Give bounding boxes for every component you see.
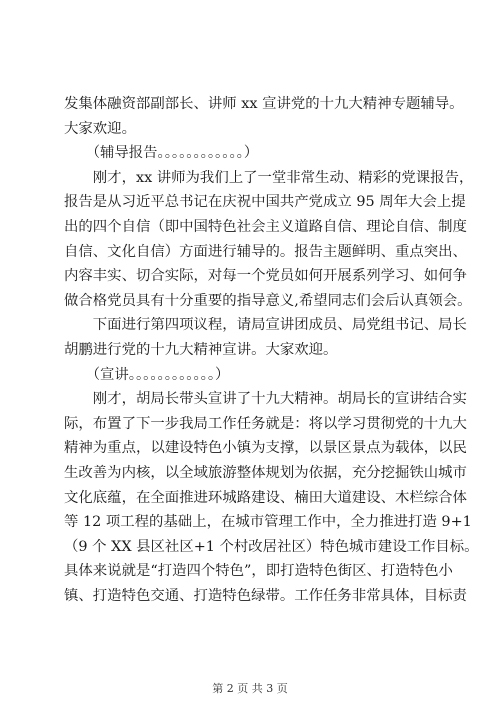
text-line: （宣讲。。。。。。。。。。。。）	[64, 366, 230, 383]
text-line: 自信、文化自信）方面进行辅导的。报告主题鲜明、重点突出、	[64, 243, 467, 260]
text-line: 报告是从习近平总书记在庆祝中国共产党成立 95 周年大会上提	[64, 194, 466, 211]
text-line: 出的四个自信（即中国特色社会主义道路自信、理论自信、制度	[64, 218, 467, 235]
text-line: 刚才，胡局长带头宣讲了十九大精神。胡局长的宣讲结合实	[64, 391, 467, 408]
text-line: 生改善为内核，以全域旅游整体规划为依据，充分挖掘铁山城市	[64, 464, 467, 481]
text-line: 内容丰实、切合实际，对每一个党员如何开展系列学习、如何争	[64, 268, 467, 285]
text-line: 等 12 项工程的基础上，在城市管理工作中，全力推进打造 9+1	[64, 514, 472, 531]
text-line: （辅导报告。。。。。。。。。。。。）	[64, 145, 259, 162]
text-line: 文化底蕴，在全面推进环城路建设、楠田大道建设、木栏综合体	[64, 489, 467, 506]
text-line: 镇、打造特色交通、打造特色绿带。工作任务非常具体，目标责	[64, 587, 467, 604]
text-line: 下面进行第四项议程，请局宣讲团成员、局党组书记、局长	[64, 317, 467, 334]
page-footer: 第 2 页 共 3 页	[212, 682, 288, 695]
text-line: 具体来说就是“打造四个特色”，即打造特色街区、打造特色小	[64, 563, 453, 580]
text-line: 际，布置了下一步我局工作任务就是：将以学习贯彻党的十九大	[64, 415, 467, 432]
text-line: （9 个 XX 县区社区+1 个村改居社区）特色城市建设工作目标。	[64, 538, 479, 555]
document-body	[64, 92, 479, 608]
text-line: 发集体融资部副部长、讲师 xx 宣讲党的十九大精神专题辅导。	[64, 96, 464, 112]
text-line: 胡鹏进行党的十九大精神宣讲。大家欢迎。	[64, 341, 338, 358]
text-line: 做合格党员具有十分重要的指导意义,希望同志们会后认真领会。	[64, 292, 472, 309]
text-line: 精神为重点，以建设特色小镇为支撑，以景区景点为载体，以民	[64, 440, 467, 457]
text-line: 刚才，xx 讲师为我们上了一堂非常生动、精彩的党课报告，	[64, 169, 474, 186]
text-line: 大家欢迎。	[64, 120, 136, 137]
